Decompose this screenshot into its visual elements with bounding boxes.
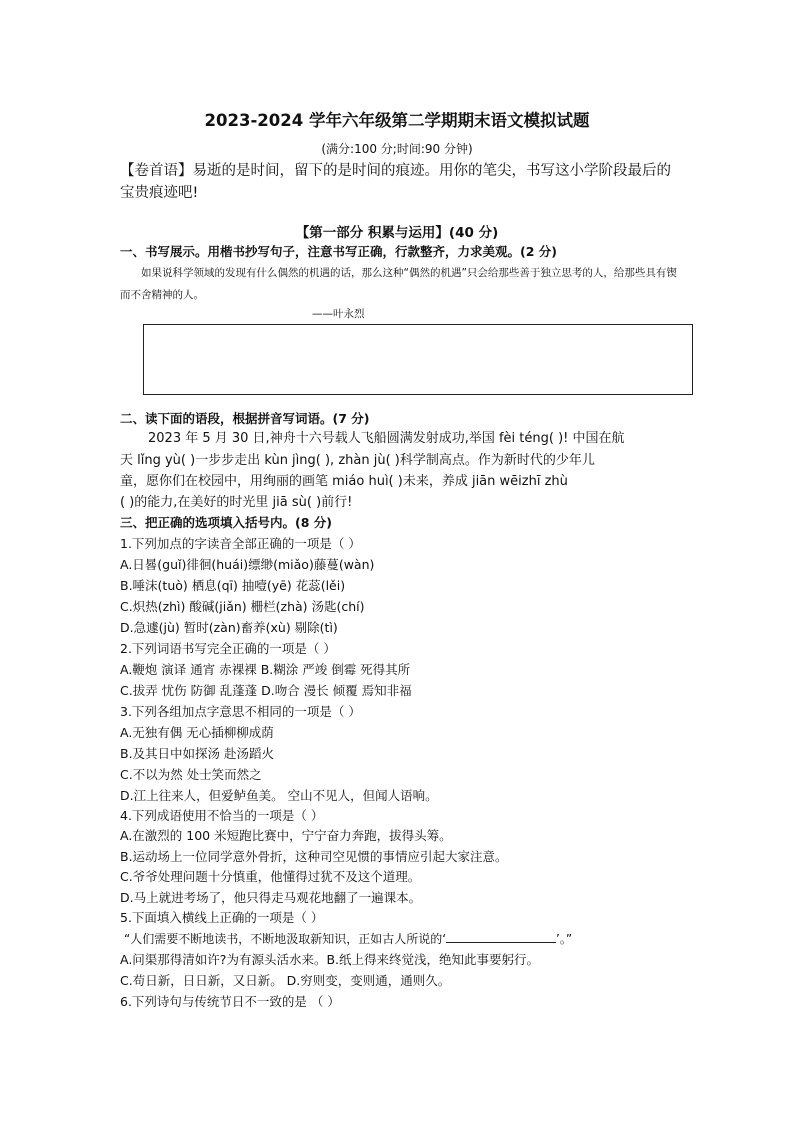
s3-line: B.及其日中如探汤 赴汤蹈火 [120, 746, 275, 761]
s3-line: 4.下列成语使用不恰当的一项是（ ） [120, 808, 324, 823]
s2-line-3: 童，愿你们在校园中，用绚丽的画笔 miáo huì( )未来，养成 jiān wēizhī zhù [120, 474, 568, 489]
quote-signature: ——叶永烈 [312, 308, 365, 320]
s3-line: 3.下列各组加点字意思不相同的一项是（ ） [120, 704, 361, 719]
s3-line: C.拔弄 忧伤 防御 乱蓬蓬 D.吻合 漫长 倾覆 焉知非福 [120, 683, 412, 698]
s3-line: A.在激烈的 100 米短跑比赛中，宁宁奋力奔跑，拔得头筹。 [120, 828, 452, 843]
s3-line: D.急遽(jù) 暂时(zàn)畜养(xù) 剔除(tì) [120, 620, 338, 635]
s3-line: 6.下列诗句与传统节日不一致的是 （ ） [120, 994, 340, 1009]
s2-line-2: 天 lǐng yù( )一步步走出 kùn jìng( ), zhàn jù( )科学制高点。作为新时代的少年儿 [120, 453, 595, 468]
s3-line: D.江上往来人，但爱鲈鱼美。 空山不见人，但闻人语响。 [120, 788, 438, 803]
s3-line: A.问渠那得清如许?为有源头活水来。B.纸上得来终觉浅，绝知此事要躬行。 [120, 952, 539, 967]
section-3-heading: 三、把正确的选项填入括号内。(8 分) [120, 515, 332, 530]
s2-line-1: 2023 年 5 月 30 日,神舟十六号载人飞船圆满发射成功,举国 fèi téng( )! 中国在航 [148, 431, 625, 446]
exam-info: (满分:100 分;时间:90 分钟) [321, 142, 473, 156]
s3-line: A.日晷(guǐ)徘徊(huái)缥缈(miǎo)藤蔓(wàn) [120, 557, 375, 572]
s3-line: D.马上就进考场了，他只得走马观花地翻了一遍课本。 [120, 890, 422, 905]
s3-line: C.不以为然 处士笑而然之 [120, 767, 262, 782]
q5-prompt-start: “人们需要不断地读书，不断地汲取新知识，正如古人所说的‘ [124, 932, 447, 946]
section-2-heading: 二、读下面的语段，根据拼音写词语。(7 分) [120, 411, 370, 426]
q5-answer-blank[interactable] [446, 930, 556, 943]
part-title: 【第一部分 积累与运用】(40 分) [295, 225, 499, 241]
q5-prompt [124, 930, 572, 948]
s3-line: C.爷爷处理问题十分慎重，他懂得过犹不及这个道理。 [120, 869, 421, 884]
s3-line: B.运动场上一位同学意外骨折，这种司空见惯的事情应引起大家注意。 [120, 849, 508, 864]
s3-line: 5.下面填入横线上正确的一项是（ ） [120, 910, 324, 925]
s3-line: 2.下列词语书写完全正确的一项是（ ） [120, 641, 336, 656]
page-title: 2023-2024 学年六年级第二学期期末语文模拟试题 [204, 111, 590, 130]
s3-line: C.苟日新，日日新，又日新。 D.穷则变，变则通，通则久。 [120, 973, 451, 988]
copy-quote: 如果说科学领域的发现有什么偶然的机遇的话，那么这种“偶然的机遇”只会给那些善于独立思考的人，给那些具有锲而不舍精神的人。 [120, 267, 677, 301]
q5-prompt-end: ’。” [556, 932, 573, 946]
intro-text: 【卷首语】易逝的是时间，留下的是时间的痕迹。用你的笔尖，书写这小学阶段最后的宝贵痕迹吧! [120, 163, 671, 201]
s3-line: A.鞭炮 演译 通宵 赤裸裸 B.糊涂 严竣 倒霉 死得其所 [120, 662, 411, 677]
s3-line: A.无独有偶 无心插柳柳成荫 [120, 725, 274, 740]
s2-line-4: ( )的能力,在美好的时光里 jiā sù( )前行! [120, 495, 353, 510]
s3-line: B.唾沫(tuò) 栖息(qī) 抽噎(yē) 花蕊(lěi) [120, 578, 346, 593]
s3-line: C.炽热(zhì) 酸碱(jiǎn) 栅栏(zhà) 汤匙(chí) [120, 599, 365, 614]
s3-line: 1.下列加点的字读音全部正确的一项是（ ） [120, 536, 361, 551]
section-1-heading: 一、书写展示。用楷书抄写句子，注意书写正确，行款整齐，力求美观。(2 分) [120, 244, 557, 259]
writing-box[interactable] [143, 324, 693, 395]
